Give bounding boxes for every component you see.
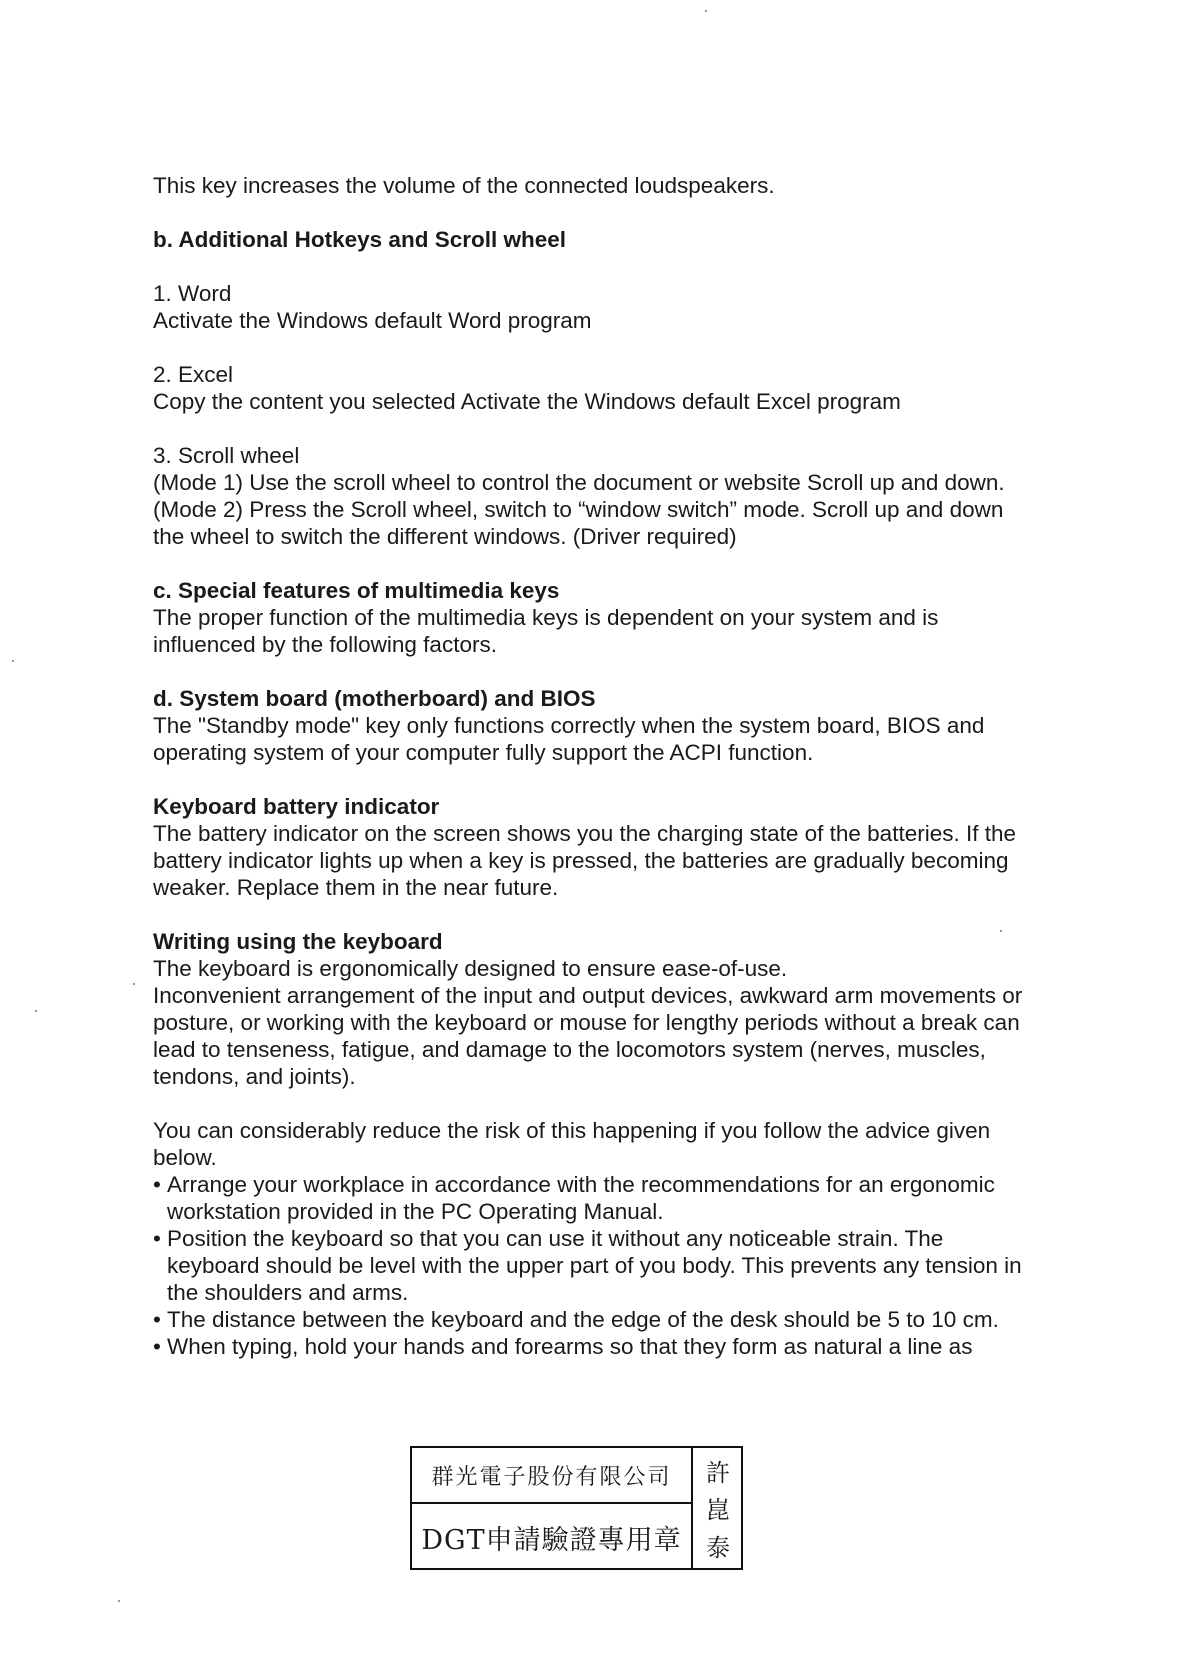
advice-intro: You can considerably reduce the risk of this happening if you follow the advice given below.	[153, 1118, 991, 1170]
writing-text-2: Inconvenient arrangement of the input and output devices, awkward arm movements or posture, or working with the keyboard or mouse for lengthy periods without a break can lead to tenseness, fatigue, and damage to the locomotors system (nerves, muscles, tendons, and joints).	[153, 983, 1023, 1089]
stamp-main	[412, 1448, 693, 1568]
company-stamp	[410, 1446, 743, 1570]
scan-speck	[118, 1600, 120, 1602]
document-body	[153, 172, 1033, 1360]
list-item: • Position the keyboard so that you can use it without any noticeable strain. The keyboard should be level with the upper part of you body. This prevents any tension in the shoulders and arms.	[153, 1225, 1033, 1306]
battery-heading: Keyboard battery indicator	[153, 794, 440, 819]
stamp-name-char: 泰	[706, 1533, 730, 1562]
stamp-name-char: 許	[706, 1459, 730, 1488]
scan-speck	[133, 983, 135, 985]
section-d-text: The "Standby mode" key only functions correctly when the system board, BIOS and operating system of your computer fully support the ACPI function.	[153, 713, 985, 765]
item-word-title: 1. Word	[153, 281, 232, 306]
scan-speck	[705, 10, 707, 12]
battery-text: The battery indicator on the screen shows you the charging state of the batteries. If the battery indicator lights up when a key is pressed, the batteries are gradually becoming weaker. Replace them in the near future.	[153, 821, 1016, 900]
stamp-name-char: 崑	[706, 1496, 730, 1525]
item-excel-title: 2. Excel	[153, 362, 234, 387]
writing-heading: Writing using the keyboard	[153, 929, 443, 954]
item-excel-text: Copy the content you selected Activate the Windows default Excel program	[153, 389, 901, 414]
scan-speck	[1000, 930, 1002, 932]
advice-list	[153, 1171, 1033, 1360]
section-c-text: The proper function of the multimedia keys is dependent on your system and is influenced by the following factors.	[153, 605, 939, 657]
writing-text-1: The keyboard is ergonomically designed to ensure ease-of-use.	[153, 956, 788, 981]
scan-speck	[35, 1010, 37, 1012]
item-scroll-mode1: (Mode 1) Use the scroll wheel to control the document or website Scroll up and down.	[153, 470, 1005, 495]
item-scroll-title: 3. Scroll wheel	[153, 443, 300, 468]
item-scroll-mode2: (Mode 2) Press the Scroll wheel, switch to “window switch” mode. Scroll up and down the wheel to switch the different windows. (Driver required)	[153, 497, 1004, 549]
list-item: • The distance between the keyboard and the edge of the desk should be 5 to 10 cm.	[153, 1306, 1033, 1333]
list-item: • When typing, hold your hands and forearms so that they form as natural a line as	[153, 1333, 1033, 1360]
section-c-heading: c. Special features of multimedia keys	[153, 578, 560, 603]
section-d-heading: d. System board (motherboard) and BIOS	[153, 686, 596, 711]
item-word-text: Activate the Windows default Word program	[153, 308, 592, 333]
stamp-purpose: DGT申請驗證專用章	[421, 1524, 682, 1556]
section-b-heading: b. Additional Hotkeys and Scroll wheel	[153, 227, 566, 252]
intro-text: This key increases the volume of the connected loudspeakers.	[153, 173, 775, 198]
list-item: • Arrange your workplace in accordance with the recommendations for an ergonomic workstation provided in the PC Operating Manual.	[153, 1171, 1033, 1225]
stamp-company-name: 群光電子股份有限公司	[412, 1448, 691, 1504]
stamp-person-name	[693, 1448, 743, 1568]
scan-speck	[12, 660, 14, 662]
